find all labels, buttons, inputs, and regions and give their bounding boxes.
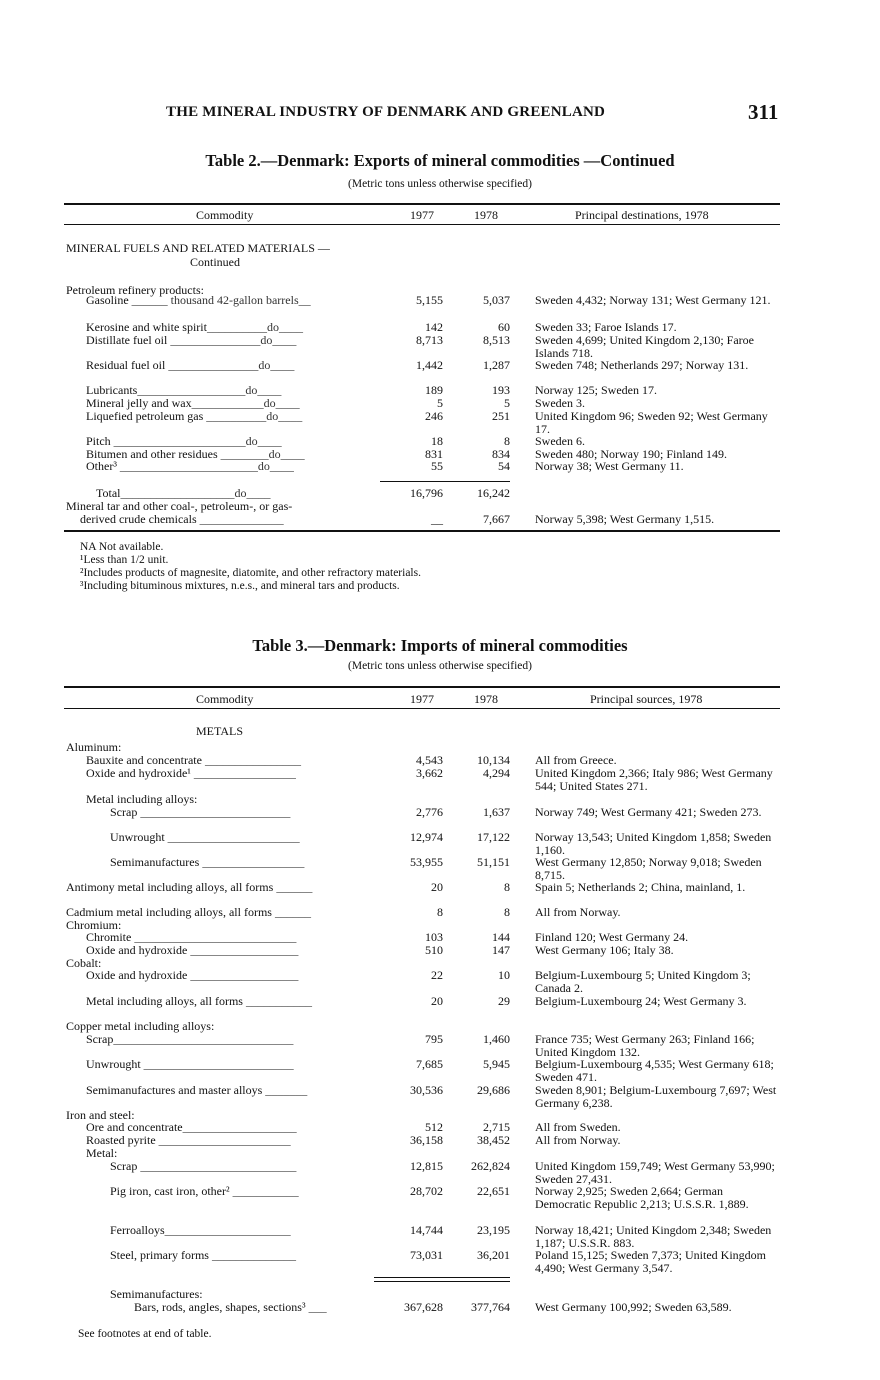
table3-value-1977: 28,702 [410, 1184, 443, 1198]
table3-commodity-text: Semimanufactures and master alloys [86, 1083, 263, 1097]
table3-value-1978: 8 [504, 880, 510, 894]
table2-commodity-text: Lubricants [86, 383, 138, 397]
table2-destination: Sweden 480; Norway 190; Finland 149. [535, 447, 727, 461]
table2-header-destinations: Principal destinations, 1978 [575, 208, 709, 222]
table3-section-heading: METALS [196, 724, 244, 738]
table3-commodity-label [110, 1160, 296, 1173]
table3-dot-leader: ___________________________ [131, 930, 297, 944]
table3-dot-leader: ___ [305, 1300, 327, 1314]
table3-destination: France 735; West Germany 263; Finland 166; United Kingdom 132. [535, 1032, 755, 1059]
table3-value-1978: 1,637 [483, 805, 510, 819]
table3-commodity-text: Bauxite and concentrate [86, 753, 202, 767]
table3-value-1978: 17,122 [477, 830, 510, 844]
table3-value-1978: 29 [498, 994, 510, 1008]
table3-value-1977: 367,628 [404, 1300, 443, 1314]
table3-destination: Poland 15,125; Sweden 7,373; United Kingdom 4,490; West Germany 3,547. [535, 1248, 766, 1275]
table3-dot-leader: ______________ [208, 1248, 296, 1262]
table2-dot-leader: ____________do____ [191, 396, 300, 410]
table3-row [0, 1159, 880, 1186]
table3-value-1978: 23,195 [477, 1223, 510, 1237]
table3-destination: Sweden 8,901; Belgium-Luxembourg 7,697; West Germany 6,238. [535, 1083, 777, 1110]
table2-value-1978: 16,242 [477, 486, 510, 500]
table3-row [0, 1057, 880, 1084]
table3-row [0, 906, 880, 920]
table3-value-1978: 8 [504, 905, 510, 919]
table2-title: Table 2.—Denmark: Exports of mineral commodities —Continued [205, 151, 675, 170]
table2-value-1978: 8 [504, 434, 510, 448]
table3-title: Table 3.—Denmark: Imports of mineral commodities [252, 636, 628, 655]
table3-header-1977: 1977 [410, 692, 434, 706]
table2-commodity-label [86, 294, 311, 307]
table2-total-rule [380, 481, 510, 482]
table3-value-1978: 38,452 [477, 1133, 510, 1147]
table3-destination: Norway 13,543; United Kingdom 1,858; Sweden 1,160. [535, 830, 772, 857]
table2-value-1977: 189 [425, 383, 443, 397]
table3-destination: Belgium-Luxembourg 4,535; West Germany 618; Sweden 471. [535, 1057, 774, 1084]
table2-commodity-label [86, 334, 296, 347]
table3-dot-leader: ___________________ [182, 1120, 297, 1134]
table2-destination: Sweden 3. [535, 396, 585, 410]
table3-destination: Finland 120; West Germany 24. [535, 930, 689, 944]
table3-commodity-label [86, 1058, 294, 1071]
table3-value-1978: 5,945 [483, 1057, 510, 1071]
table3-value-1977: 30,536 [410, 1083, 443, 1097]
page-number: 311 [748, 100, 779, 124]
table2-section-heading: MINERAL FUELS AND RELATED MATERIALS — [66, 241, 330, 255]
table2-commodity-text: Distillate fuel oil [86, 333, 168, 347]
table2-dot-leader: _______________do____ [167, 333, 297, 347]
table3-header-sources: Principal sources, 1978 [590, 692, 703, 706]
table3-commodity-text: Semimanufactures: [110, 1287, 203, 1301]
table3-value-1977: 3,662 [416, 766, 443, 780]
table3-header-1978: 1978 [474, 692, 498, 706]
table2-commodity-text: Kerosine and white spirit [86, 320, 207, 334]
table3-commodity-label [110, 1249, 296, 1262]
table2-value-1978: 54 [498, 459, 510, 473]
table3-commodity-label [86, 1084, 307, 1097]
table3-commodity-label [86, 944, 298, 957]
table3-commodity-text: Metal including alloys, all forms [86, 994, 243, 1008]
table2-commodity-text: Mineral tar and other coal-, petroleum-, or gas- [66, 499, 293, 513]
table2-footnote: ²Includes products of magnesite, diatomite, and other refractory materials. [80, 567, 421, 579]
table2-destination: Sweden 748; Netherlands 297; Norway 131. [535, 358, 749, 372]
table3-value-1977: 20 [431, 880, 443, 894]
table3-commodity-label [134, 1301, 327, 1314]
table2-commodity-label [86, 359, 294, 372]
table2-dot-leader: ______________________do____ [110, 434, 282, 448]
table2-commodity-label [86, 460, 294, 473]
table3-commodity-label [110, 1185, 299, 1198]
table3-commodity-text: Steel, primary forms [110, 1248, 209, 1262]
table3-dot-leader: __________________ [187, 968, 299, 982]
running-title: THE MINERAL INDUSTRY OF DENMARK AND GREENLAND [166, 104, 606, 120]
table3-dot-leader: _________________________ [140, 1057, 294, 1071]
table3-destination: West Germany 12,850; Norway 9,018; Sweden 8,715. [535, 855, 762, 882]
table3-destination: Belgium-Luxembourg 5; United Kingdom 3; Canada 2. [535, 968, 751, 995]
table2-dot-leader: ______________ [196, 512, 284, 526]
table3-commodity-label [86, 995, 312, 1008]
table3-dot-leader: ______ [273, 880, 313, 894]
table2-dot-leader: _______________________do____ [116, 459, 294, 473]
table2-value-1977: 18 [431, 434, 443, 448]
table3-row [0, 1223, 880, 1250]
table3-row [0, 1248, 880, 1275]
table3-commodity-text: Unwrought [86, 1057, 141, 1071]
table2-value-1978: 5,037 [483, 293, 510, 307]
table3-commodity-text: Ore and concentrate [86, 1120, 183, 1134]
table2-value-1977: 16,796 [410, 486, 443, 500]
table3-commodity-label [110, 831, 300, 844]
table2-commodity-text: derived crude chemicals [80, 512, 197, 526]
table2-dot-leader: __________do____ [206, 320, 303, 334]
table3-dot-leader: _________________ [190, 766, 296, 780]
table3-commodity-label [86, 767, 296, 780]
table3-row [0, 1032, 880, 1059]
table2-commodity-text: Gasoline [86, 293, 129, 307]
table2-header-commodity: Commodity [196, 208, 254, 222]
table3-commodity-text: Cobalt: [66, 956, 102, 970]
table3-value-1978: 147 [492, 943, 510, 957]
table3-value-1978: 22,651 [477, 1184, 510, 1198]
table2-section-heading-cont: Continued [190, 255, 240, 269]
table3-destination: West Germany 100,992; Sweden 63,589. [535, 1300, 732, 1314]
table3-value-1978: 377,764 [471, 1300, 510, 1314]
table3-dot-leader: ______________________ [164, 830, 300, 844]
table3-destination: Norway 2,925; Sweden 2,664; German Democratic Republic 2,213; U.S.S.R. 1,889. [535, 1184, 749, 1211]
table3-value-1977: 512 [425, 1120, 443, 1134]
table3-value-1977: 7,685 [416, 1057, 443, 1071]
table2-row [0, 409, 880, 436]
table3-dot-leader: _________________________ [137, 805, 291, 819]
table3-value-1978: 4,294 [483, 766, 510, 780]
table3-row [0, 1184, 880, 1211]
table2-value-1978: 834 [492, 447, 510, 461]
table3-value-1977: 14,744 [410, 1223, 443, 1237]
table3-dot-leader: _________________ [199, 855, 305, 869]
table3-value-1978: 1,460 [483, 1032, 510, 1046]
table3-dot-leader: __________________________ [137, 1159, 297, 1173]
table2-subtitle: (Metric tons unless otherwise specified) [348, 178, 532, 190]
table2-destination: Sweden 4,699; United Kingdom 2,130; Faroe Islands 718. [535, 333, 754, 360]
table3-commodity-text: Chromite [86, 930, 132, 944]
table2-value-1977: 55 [431, 459, 443, 473]
table2-commodity-text: Other³ [86, 459, 117, 473]
table2-dot-leader: _______________do____ [165, 358, 295, 372]
table3-value-1977: 36,158 [410, 1133, 443, 1147]
table3-commodity-text: Scrap [110, 805, 138, 819]
table2-header-1977: 1977 [410, 208, 434, 222]
table3-commodity-text: Oxide and hydroxide¹ [86, 766, 191, 780]
table3-commodity-text: Metal: [86, 1146, 118, 1160]
see-footnotes-note: See footnotes at end of table. [78, 1328, 212, 1340]
table3-value-1978: 10 [498, 968, 510, 982]
table3-dot-leader: ______________________________ [113, 1032, 294, 1046]
table3-commodity-text: Scrap [110, 1159, 138, 1173]
table2-dot-leader: ________do____ [217, 447, 305, 461]
table3-commodity-label [86, 969, 298, 982]
table2-row [0, 513, 880, 527]
table3-dot-leader: _____________________ [164, 1223, 291, 1237]
table3-commodity-label [110, 856, 304, 869]
table3-destination: Norway 749; West Germany 421; Sweden 273. [535, 805, 762, 819]
table3-value-1977: 22 [431, 968, 443, 982]
table3-dot-leader: __________________ [187, 943, 299, 957]
table2-value-1977: 1,442 [416, 358, 443, 372]
table3-value-1978: 51,151 [477, 855, 510, 869]
table3-destination: United Kingdom 2,366; Italy 986; West Germany 544; United States 271. [535, 766, 773, 793]
table2-footnote: NA Not available. [80, 541, 164, 553]
table3-destination: All from Norway. [535, 1133, 621, 1147]
table3-row [0, 806, 880, 820]
table2-row [0, 359, 880, 373]
table3-row [0, 1083, 880, 1110]
table3-value-1978: 144 [492, 930, 510, 944]
table3-commodity-text: Copper metal including alloys: [66, 1019, 215, 1033]
table3-value-1978: 36,201 [477, 1248, 510, 1262]
table2-value-1977: 8,713 [416, 333, 443, 347]
table2-destination: Norway 125; Sweden 17. [535, 383, 657, 397]
table3-row [0, 766, 880, 793]
table3-destination: All from Sweden. [535, 1120, 621, 1134]
table2-commodity-text: Mineral jelly and wax [86, 396, 192, 410]
table3-commodity-text: Roasted pyrite [86, 1133, 156, 1147]
table2-value-1977: 831 [425, 447, 443, 461]
table3-commodity-text: Semimanufactures [110, 855, 200, 869]
table3-dot-leader: ___________ [242, 994, 312, 1008]
table3-value-1978: 29,686 [477, 1083, 510, 1097]
table3-destination: All from Norway. [535, 905, 621, 919]
table3-row [0, 855, 880, 882]
table2-destination: Norway 38; West Germany 11. [535, 459, 684, 473]
table2-commodity-text: Pitch [86, 434, 111, 448]
table2-destination: Norway 5,398; West Germany 1,515. [535, 512, 715, 526]
table2-destination: Sweden 4,432; Norway 131; West Germany 121. [535, 293, 771, 307]
table2-value-1977: __ [431, 512, 443, 526]
table3-double-rule-bottom [374, 1281, 510, 1282]
table3-commodity-text: Cadmium metal including alloys, all forms [66, 905, 272, 919]
table2-header-1978: 1978 [474, 208, 498, 222]
table3-dot-leader: ________________ [201, 753, 301, 767]
table2-value-1978: 8,513 [483, 333, 510, 347]
table3-commodity-text: Metal including alloys: [86, 792, 198, 806]
table3-dot-leader: ___________ [229, 1184, 299, 1198]
table3-commodity-text: Aluminum: [66, 740, 122, 754]
table3-value-1977: 4,543 [416, 753, 443, 767]
table3-value-1977: 20 [431, 994, 443, 1008]
table3-row [0, 995, 880, 1009]
table3-header-commodity: Commodity [196, 692, 254, 706]
table2-commodity-label [80, 513, 284, 526]
table3-destination: All from Greece. [535, 753, 617, 767]
table3-dot-leader: ______________________ [155, 1133, 291, 1147]
table3-commodity-text: Chromium: [66, 918, 122, 932]
table3-value-1977: 12,815 [410, 1159, 443, 1173]
table2-destination: Sweden 6. [535, 434, 585, 448]
table3-subtitle: (Metric tons unless otherwise specified) [348, 660, 532, 672]
table3-commodity-label [110, 1224, 291, 1237]
table3-value-1977: 12,974 [410, 830, 443, 844]
table3-commodity-text: Oxide and hydroxide [86, 943, 188, 957]
table3-row [0, 1134, 880, 1148]
table2-value-1978: 60 [498, 320, 510, 334]
table3-commodity-label [86, 1033, 293, 1046]
table2-commodity-text: Bitumen and other residues [86, 447, 218, 461]
table2-commodity-text: Petroleum refinery products: [66, 283, 204, 297]
table3-commodity-label [110, 806, 290, 819]
table3-commodity-label [66, 881, 312, 894]
table3-header-rule [64, 708, 780, 709]
table3-destination: Spain 5; Netherlands 2; China, mainland, 1. [535, 880, 746, 894]
table3-value-1977: 795 [425, 1032, 443, 1046]
table2-value-1977: 142 [425, 320, 443, 334]
table3-value-1978: 2,715 [483, 1120, 510, 1134]
table3-value-1977: 2,776 [416, 805, 443, 819]
table3-value-1978: 262,824 [471, 1159, 510, 1173]
table2-dot-leader: ______ thousand 42-gallon barrels__ [128, 293, 311, 307]
table3-commodity-text: Unwrought [110, 830, 165, 844]
table2-bottom-rule [64, 530, 780, 532]
table3-value-1977: 103 [425, 930, 443, 944]
table3-dot-leader: ______ [271, 905, 311, 919]
table3-row [0, 1301, 880, 1315]
table2-value-1978: 7,667 [483, 512, 510, 526]
table3-row [0, 968, 880, 995]
table2-dot-leader: __________do____ [203, 409, 303, 423]
table3-commodity-text: Oxide and hydroxide [86, 968, 188, 982]
table3-value-1977: 510 [425, 943, 443, 957]
table2-dot-leader: __________________do____ [137, 383, 282, 397]
table2-footnote: ¹Less than 1/2 unit. [80, 554, 169, 566]
table3-destination: Belgium-Luxembourg 24; West Germany 3. [535, 994, 747, 1008]
table2-value-1978: 5 [504, 396, 510, 410]
table3-row [0, 830, 880, 857]
table3-destination: United Kingdom 159,749; West Germany 53,990; Sweden 27,431. [535, 1159, 775, 1186]
table3-destination: West Germany 106; Italy 38. [535, 943, 674, 957]
table2-value-1977: 5 [437, 396, 443, 410]
table3-value-1977: 73,031 [410, 1248, 443, 1262]
table2-top-rule [64, 203, 780, 205]
table2-header-rule [64, 224, 780, 225]
table2-commodity-text: Liquefied petroleum gas [86, 409, 204, 423]
table2-value-1978: 251 [492, 409, 510, 423]
table2-dot-leader: ___________________do____ [120, 486, 271, 500]
table3-double-rule-top [374, 1277, 510, 1278]
table2-destination: Sweden 33; Faroe Islands 17. [535, 320, 677, 334]
table3-top-rule [64, 686, 780, 688]
table2-value-1978: 1,287 [483, 358, 510, 372]
table2-value-1978: 193 [492, 383, 510, 397]
table2-footnote: ³Including bituminous mixtures, n.e.s., and mineral tars and products. [80, 580, 400, 592]
table3-commodity-text: Bars, rods, angles, shapes, sections³ [134, 1300, 306, 1314]
table3-commodity-text: Pig iron, cast iron, other² [110, 1184, 230, 1198]
table3-dot-leader: _______ [262, 1083, 308, 1097]
table3-row [0, 944, 880, 958]
table3-value-1978: 10,134 [477, 753, 510, 767]
table2-commodity-label [86, 410, 302, 423]
table2-row [0, 460, 880, 474]
table2-commodity-text: Total [96, 486, 121, 500]
table2-row [0, 333, 880, 360]
table3-value-1977: 8 [437, 905, 443, 919]
table2-destination: United Kingdom 96; Sweden 92; West Germany 17. [535, 409, 768, 436]
table2-commodity-text: Residual fuel oil [86, 358, 166, 372]
table2-value-1977: 5,155 [416, 293, 443, 307]
table3-commodity-text: Iron and steel: [66, 1108, 135, 1122]
table3-commodity-text: Antimony metal including alloys, all forms [66, 880, 274, 894]
table3-row [0, 881, 880, 895]
table3-commodity-text: Scrap [86, 1032, 114, 1046]
table3-value-1977: 53,955 [410, 855, 443, 869]
table2-value-1977: 246 [425, 409, 443, 423]
table3-commodity-text: Ferroalloys [110, 1223, 165, 1237]
table2-row [0, 294, 880, 308]
table3-destination: Norway 18,421; United Kingdom 2,348; Sweden 1,187; U.S.S.R. 883. [535, 1223, 772, 1250]
